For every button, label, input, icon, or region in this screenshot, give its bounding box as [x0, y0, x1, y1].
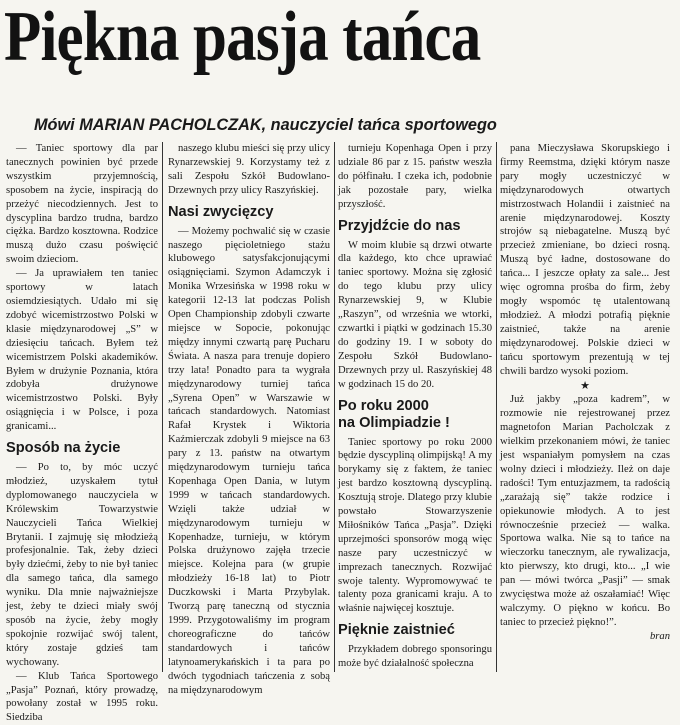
author-signature: bran [649, 630, 670, 642]
column-2 [168, 142, 330, 696]
paragraph: Taniec sportowy po roku 2000 będzie dyscypliną olimpijską! A my borykamy się z faktem, że taniec jest bardzo kosztowną dyscypliną. Kosztują stroje. Dlatego przy klubie powstało Stowarzyszenie Miłośników Tańca „Pasja”. Dzięki uprzejmości sponsorów mogą więc nasze pary uczestniczyć w imprezach tanecznych. Rozwijać swoje talenty. Wypromowywać te talenty poza granicami kraju. A to właśnie najwięcej kosztuje. [338, 436, 492, 615]
article-headline: Piękna pasja tańca [4, 0, 481, 76]
column-4 [500, 142, 670, 672]
column-rule-1 [162, 142, 163, 672]
section-heading: Nasi zwycięzcy [168, 203, 274, 220]
paragraph: — Możemy pochwalić się w czasie naszego pięcioletniego stażu klubowego satysfakcjonującymi osiągnięciami. Szymon Adamczyk i Monika Wrzesińska w 1998 roku w kategorii 12-13 lat podczas Polish Open Championship zdobyli czwarte miejsce w Sopocie, pokonując między innymi czwartą parę Pucharu Świata. A nasza para trenuje dopiero trzy lata! Ponadto para ta wygrała międzynarodowy turniej tańca „Syrena Open” w Warszawie w tańcach standardowych. Natomiast Rafał Krystek i Wiktoria Kaźmierczak zdobyli 9 miejsce na 63 pary z 13. państw na otwartym międzynarodowym turnieju tańca Kopenhaga Open Dania, w lutym 1999 w tańcach standardowych. Wzięli także udział w międzynarodowym turnieju w Kopenhadze, turnieju, w którym Polska drużynowo zajęła trzecie miejsce. Kolejna para (w grupie młodzieży 16-18 lat) to Piotr Duczkowski i Marta Przybylak. Tworzą parę taneczną od stycznia 1999. Przygotowaliśmy im program choreograficzne do tańców standardowych i tańców latynoamerykańskich i ta para po dwóch tygodniach tańczenia z sobą na międzynarodowym [168, 225, 330, 696]
paragraph: naszego klubu mieści się przy ulicy Rynarzewskiej 9. Korzystamy też z sali Zespołu Szkół Budowlano-Drzewnych przy ulicy Raszyńskiej. [168, 143, 330, 196]
star-separator-icon: ★ [580, 380, 590, 393]
section-heading: Pięknie zaistnieć [338, 622, 455, 639]
section-heading-line: na Olimpiadzie ! [338, 414, 450, 431]
section-heading-line: Po roku 2000 [338, 397, 429, 414]
column-3 [338, 142, 492, 672]
paragraph: — Klub Tańca Sportowego „Pasja” Poznań, który prowadzę, powołany został w 1995 roku. Siedziba [6, 670, 158, 724]
section-heading: Przyjdźcie do nas [338, 217, 461, 234]
paragraph: — Ja uprawiałem ten taniec sportowy w latach osiemdziesiątych. Udało mi się zdobyć wicemistrzostwo Polski w klasie międzynarodowej „S” w dziesięciu tańcach. Byłem też wicemistrzem Polski akademików. Byłem w drużynie Poznania, która zdobyła drużynowe wicemistrzostwo Polski. Były osiągnięcia i w Polsce, i poza granicami... [6, 268, 158, 433]
column-rule-2 [334, 142, 335, 672]
paragraph: turnieju Kopenhaga Open i przy udziale 86 par z 15. państw weszła do półfinału. I czeka ich, podobnie jak pozostałe pary, wielka przyszłość. [338, 143, 492, 210]
section-heading: Sposób na życie [6, 440, 121, 457]
paragraph: — Po to, by móc uczyć młodzież, uzyskałem tytuł dyplomowanego nauczyciela w Królewskim Towarzystwie Nauczycieli Tańca Wielkiej Brytanii. I zajmuję się młodzieżą profesjonalnie. Tak, żeby dzieci były dziećmi, żeby to nie był taniec dla samego tańca, dla samego wyniku. Dla mnie najważniejsze jest, żeby te dzieci miały swój sposób na życie, żeby mogły spokojnie rozwijać swój talent, który zostaje gdzieś tam wychowany. [6, 462, 158, 668]
paragraph: Już jakby „poza kadrem”, w rozmowie nie rejestrowanej przez magnetofon Marian Pacholczak z wielkim przekonaniem mówi, że taniec jest wspaniałym pomysłem na czas wolny dzieci i młodzieży. Ileż on daje radości! Tym entuzjazmem, ta radością „zarażają się” także rodzice i opiekunowie młodych. A to jest równocześnie przecież — walka. Sportowa walka. Nie są to tańce na wieczorku tanecznym, ale rywalizacja, kto pierwszy, kto drugi, kto... „I wie pan — mówi twórca „Pasji” — smak zwycięstwa może aż oszałamiać! Więc walczymy. O piękno w końcu. Bo taniec to przecież piękno!”. [500, 394, 670, 628]
paragraph: pana Mieczysława Skorupskiego i firmy Reemstma, dzięki którym nasze pary mogły uczestniczyć w międzynarodowych otwartych mistrzostwach Holandii i zaistnieć na arenie międzynarodowej. Koszty strojów są niebagatelne. Muszą być przecież zmieniane, bo dzieci rosną. Muszą być ładne, dostosowane do tańca... I jeszcze opłaty za sale... Jest więc ogromna prośba do firm, żeby mogły wspomóc tę utalentowaną młodzież. A młodzi potrafią pięknie zaistnieć, także na arenie międzynarodowej. Polskie dzieci w tańcu sportowym prezentują w tej chwili bardzo wysoki poziom. [500, 143, 670, 377]
paragraph: Przykładem dobrego sponsoringu może być działalność społeczna [338, 644, 492, 670]
article-subheadline: Mówi MARIAN PACHOLCZAK, nauczyciel tańca sportowego [34, 116, 497, 134]
paragraph: W moim klubie są drzwi otwarte dla każdego, kto chce uprawiać taniec sportowy. Można się zgłosić do tego klubu przy ulicy Rynarzewskiej 9, w Klubie „Raszyn”, od września we wtorki, czwartki i piątki w godzinach 15.30 do godziny 19. I w soboty do Zespołu Szkół Budowlano-Drzewnych przy ul. Raszyńskiej 48 w godzinach 15 do 20. [338, 239, 492, 390]
section-heading [338, 398, 492, 432]
paragraph: — Taniec sportowy dla par tanecznych powinien być przede wszystkim przyjemnością, sposobem na życie, inspiracją do przeżyć niecodziennych. Jest to dyscyplina bardzo trudna, bardzo ciężka. Bardzo kosztowna. Rodzice muszą dużo czasu poświęcić swoim dzieciom. [6, 143, 158, 266]
column-1 [6, 142, 158, 724]
column-rule-3 [496, 142, 497, 672]
